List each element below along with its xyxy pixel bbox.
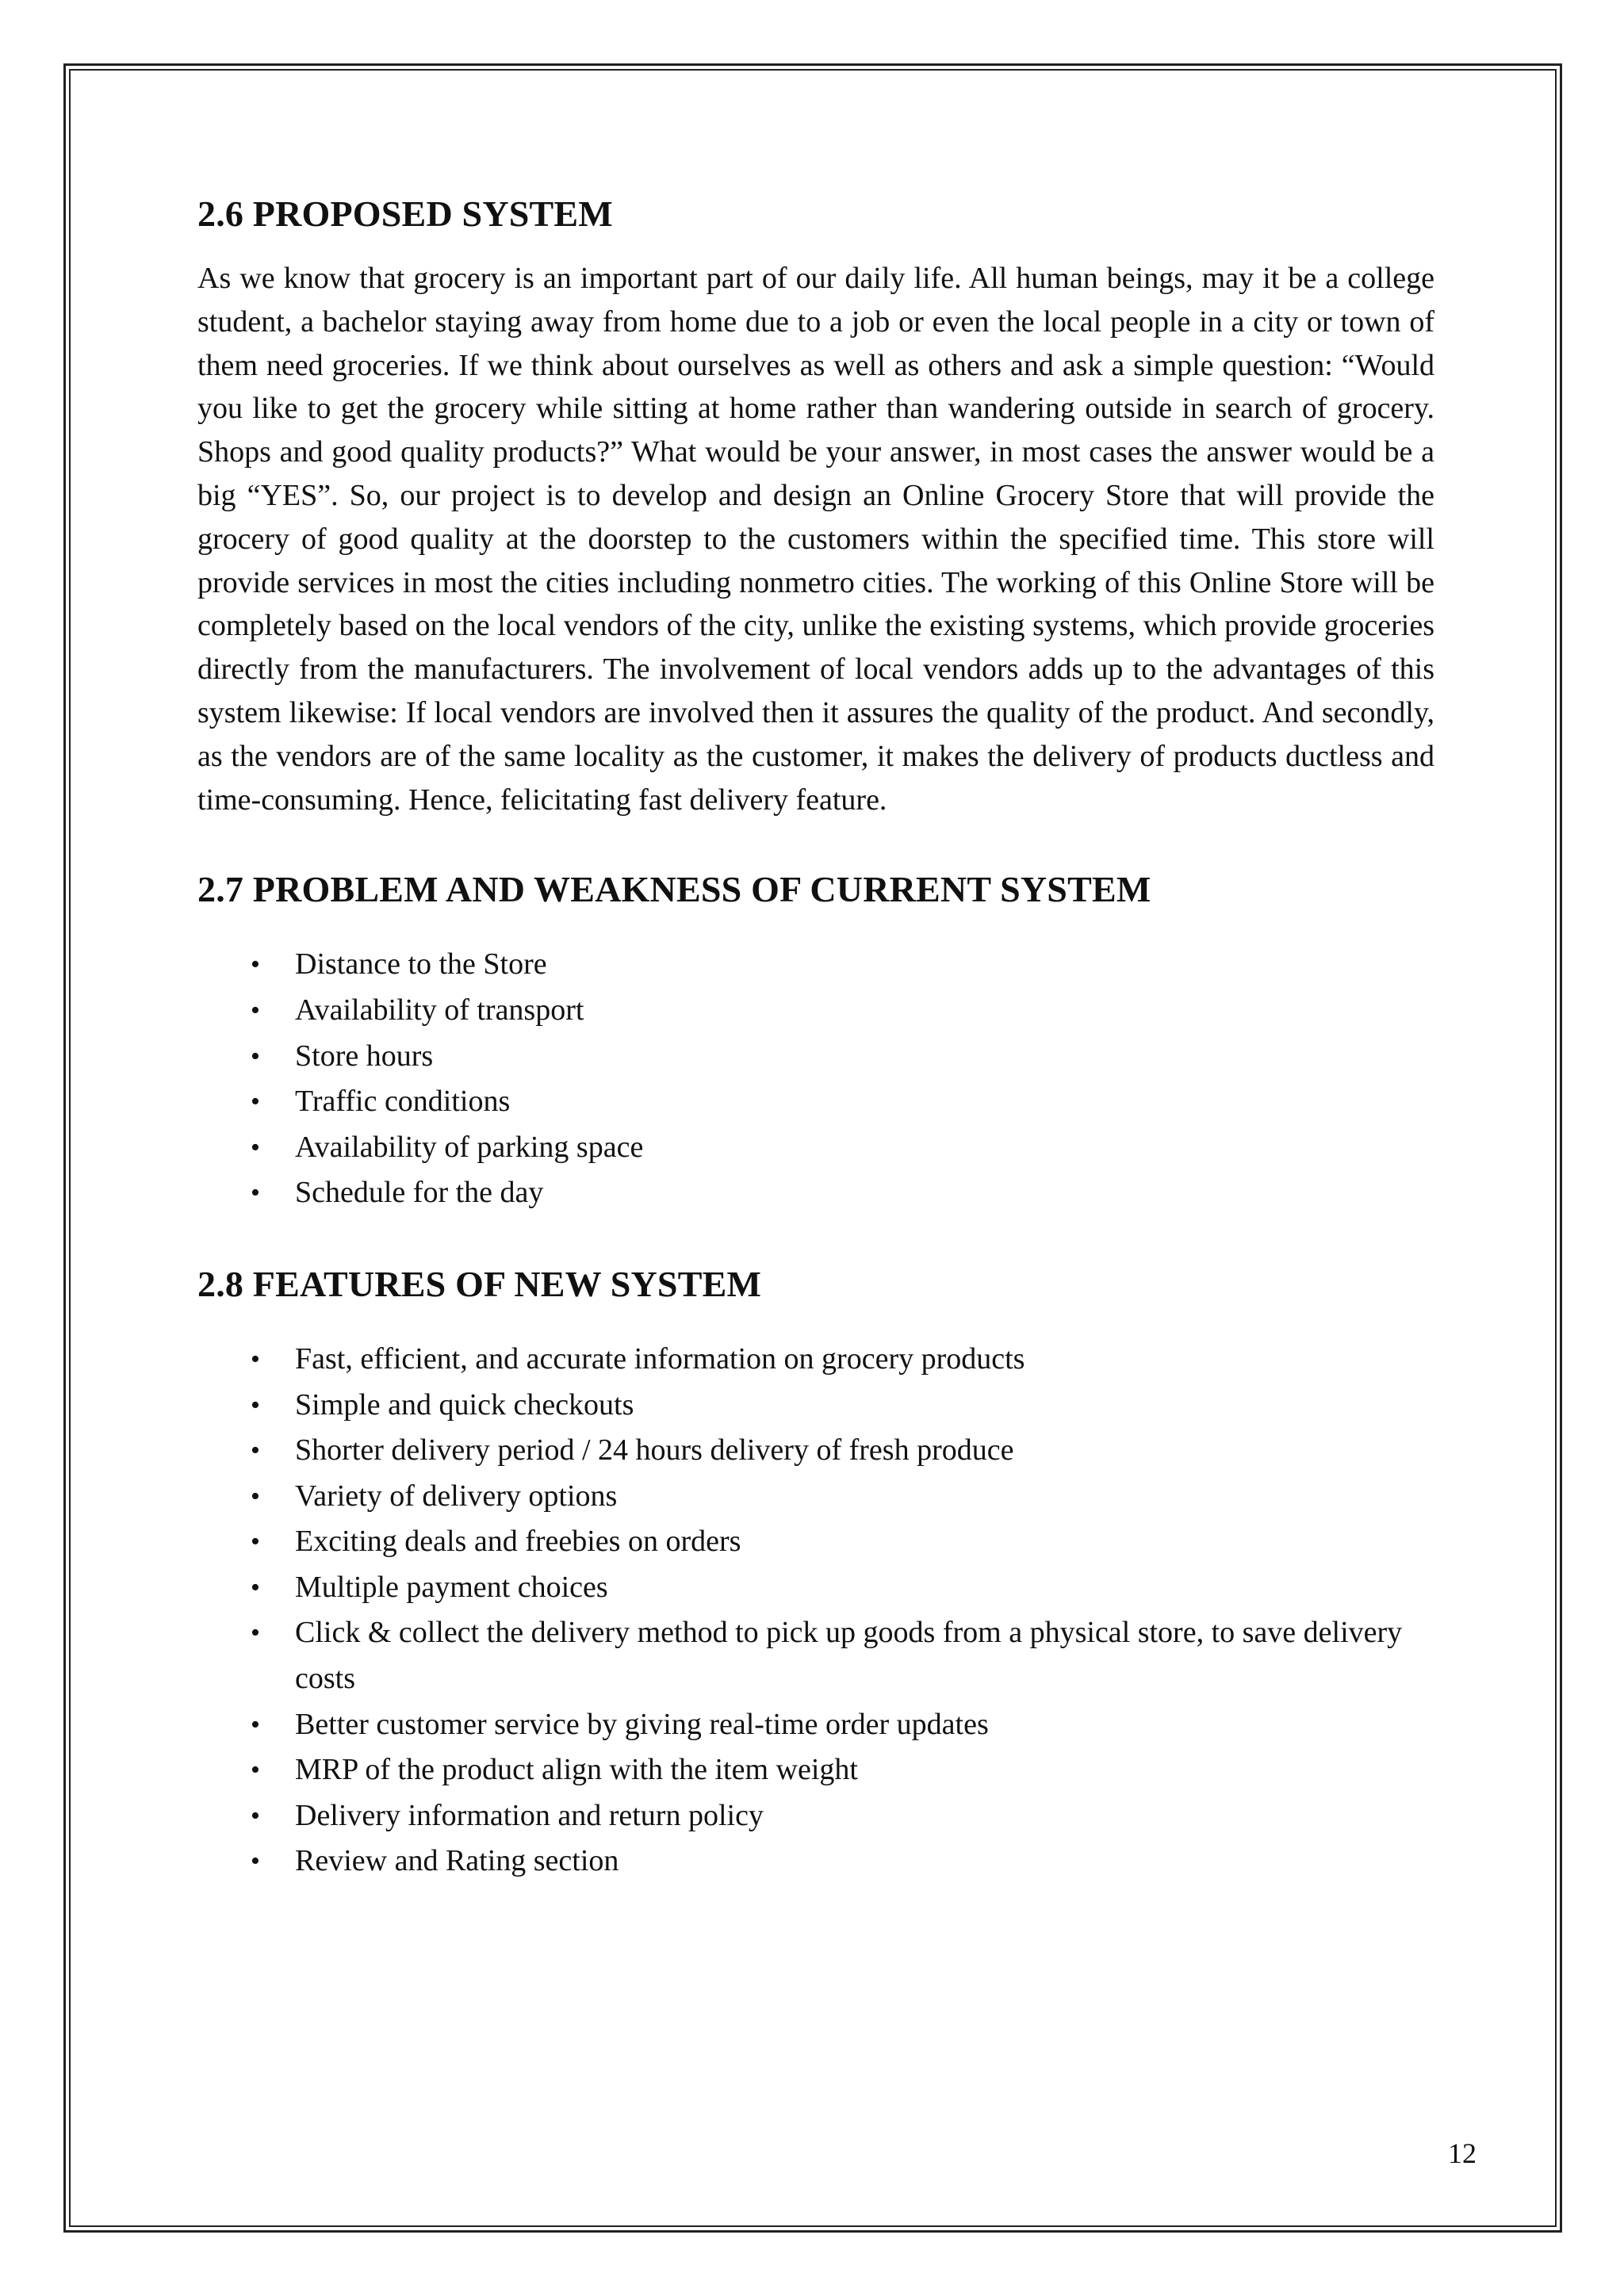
list-item-text: Traffic conditions [295,1085,511,1119]
list-item [197,1337,1434,1383]
bullet-icon: • [251,1132,260,1162]
list-item-text: Click & collect the delivery method to pick up goods from a physical store, to save delivery costs [295,1616,1403,1696]
list-item-text: Exciting deals and freebies on orders [295,1525,741,1559]
bullet-icon: • [251,1344,260,1374]
bullet-icon: • [251,1087,260,1117]
bullet-icon: • [251,1572,260,1602]
list-item-text: Distance to the Store [295,947,547,982]
list-item [197,1565,1434,1611]
section-heading-problem-weakness: 2.7 PROBLEM AND WEAKNESS OF CURRENT SYSTEM [197,869,1151,910]
bullet-icon: • [251,950,260,980]
list-item [197,1747,1434,1793]
list-item [197,1125,1434,1171]
list-item [197,988,1434,1034]
bullet-icon: • [251,1800,260,1831]
list-item-text: Delivery information and return policy [295,1798,764,1832]
list-item-text: MRP of the product align with the item weight [295,1753,858,1787]
bullet-icon: • [251,1709,260,1739]
list-item-text: Fast, efficient, and accurate information on grocery products [295,1341,1025,1376]
list-item-text: Better customer service by giving real-time order updates [295,1707,989,1741]
list-item-text: Availability of parking space [295,1130,644,1164]
list-item-text: Availability of transport [295,993,584,1027]
page-number: 12 [1448,2137,1477,2169]
bullet-icon: • [251,1436,260,1466]
section-heading-features-new-system: 2.8 FEATURES OF NEW SYSTEM [197,1263,762,1304]
list-item-text: Review and Rating section [295,1844,619,1878]
list-item-text: Shorter delivery period / 24 hours delivery of fresh produce [295,1433,1014,1468]
features-list [197,1337,1434,1885]
list-item [197,1839,1434,1885]
list-item-text: Variety of delivery options [295,1479,618,1513]
bullet-icon: • [251,1390,260,1420]
list-item-text: Store hours [295,1039,434,1073]
bullet-icon: • [251,1481,260,1511]
document-content [197,192,1434,1885]
list-item [197,1793,1434,1839]
list-item [197,1079,1434,1125]
list-item [197,1170,1434,1216]
list-item-text: Multiple payment choices [295,1570,608,1604]
bullet-icon: • [251,1527,260,1557]
list-item-text: Schedule for the day [295,1176,544,1210]
problem-weakness-list [197,942,1434,1216]
bullet-icon: • [251,1178,260,1208]
list-item [197,1474,1434,1520]
list-item [197,942,1434,988]
bullet-icon: • [251,1755,260,1785]
list-item [197,1428,1434,1474]
list-item [197,1519,1434,1565]
list-item [197,1610,1434,1701]
proposed-system-paragraph: As we know that grocery is an important part of our daily life. All human beings, may it be a college student, a bachelor staying away from home due to a job or even the local people in a city or town of them need groceries. If we think about ourselves as well as others and ask a simple question: “Would you like to get the grocery while sitting at home rather than wandering outside in search of grocery. Shops and good quality products?” What would be your answer, in most cases the answer would be a big “YES”. So, our project is to develop and design an Online Grocery Store that will provide the grocery of good quality at the doorstep to the customers within the specified time. This store will provide services in most the cities including nonmetro cities. The working of this Online Store will be completely based on the local vendors of the city, unlike the existing systems, which provide groceries directly from the manufacturers. The involvement of local vendors adds up to the advantages of this system likewise: If local vendors are involved then it assures the quality of the product. And secondly, as the vendors are of the same locality as the customer, it makes the delivery of products ductless and time-consuming. Hence, felicitating fast delivery feature. [197,262,1434,817]
list-item [197,1702,1434,1748]
bullet-icon: • [251,995,260,1025]
bullet-icon: • [251,1041,260,1071]
bullet-icon: • [251,1846,260,1877]
list-item [197,1383,1434,1429]
section-heading-proposed-system: 2.6 PROPOSED SYSTEM [197,193,613,234]
bullet-icon: • [251,1618,260,1648]
list-item [197,1034,1434,1080]
list-item-text: Simple and quick checkouts [295,1387,634,1422]
